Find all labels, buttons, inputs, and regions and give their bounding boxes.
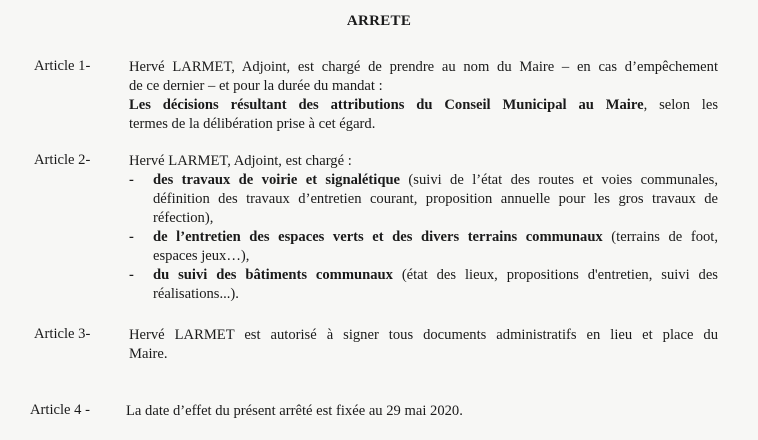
list-item-bold: du suivi des bâtiments communaux	[153, 267, 393, 283]
article-1-line-1: Hervé LARMET, Adjoint, est chargé de prendre au nom du Maire – en cas d’empêchement	[129, 59, 718, 75]
article-1-line-3	[129, 96, 718, 115]
article-3-body	[129, 326, 718, 364]
list-item	[129, 228, 718, 266]
article-3-line-1: Hervé LARMET est autorisé à signer tous documents administratifs en lieu et place du	[129, 327, 718, 343]
bullet-dash: -	[129, 267, 134, 283]
list-item-bold: de l’entretien des espaces verts et des divers terrains communaux	[153, 229, 603, 245]
article-2-label: Article 2-	[34, 152, 91, 168]
article-4-text: La date d’effet du présent arrêté est fixée au 29 mai 2020.	[126, 403, 463, 419]
article-1-line-4: termes de la délibération prise à cet égard.	[129, 116, 376, 132]
article-2-list	[129, 171, 718, 304]
article-1-line-2: de ce dernier – et pour la durée du mandat :	[129, 78, 383, 94]
article-4-body	[126, 402, 715, 421]
bullet-dash: -	[129, 229, 134, 245]
list-item	[129, 266, 718, 304]
document-title: ARRETE	[346, 13, 412, 29]
list-item-line: réfection),	[153, 210, 214, 226]
bullet-dash: -	[129, 172, 134, 188]
list-item	[129, 171, 718, 228]
list-item-rest: (suivi de l’état des routes et voies communales,	[400, 172, 718, 188]
article-2-body	[129, 152, 718, 304]
article-1-label: Article 1-	[34, 58, 91, 74]
list-item-line: réalisations...).	[153, 286, 239, 302]
list-item-rest: (terrains de foot,	[602, 229, 718, 245]
article-3-label: Article 3-	[34, 326, 91, 342]
list-item-rest: (état des lieux, propositions d'entretien, suivi des	[392, 267, 718, 283]
list-item-bold: des travaux de voirie et signalétique	[153, 172, 401, 188]
article-1-bold-text: Les décisions résultant des attributions du Conseil Municipal au Maire	[129, 97, 644, 113]
article-4-label: Article 4 -	[30, 402, 90, 418]
article-2-intro: Hervé LARMET, Adjoint, est chargé :	[129, 153, 352, 169]
list-item-line: définition des travaux d’entretien courant, proposition annuelle pour les gros travaux de	[153, 191, 718, 207]
article-3-line-2: Maire.	[129, 346, 168, 362]
list-item-line: espaces jeux…),	[153, 248, 250, 264]
article-1-line-3-rest: , selon les	[643, 97, 718, 113]
article-1-body	[129, 58, 718, 134]
